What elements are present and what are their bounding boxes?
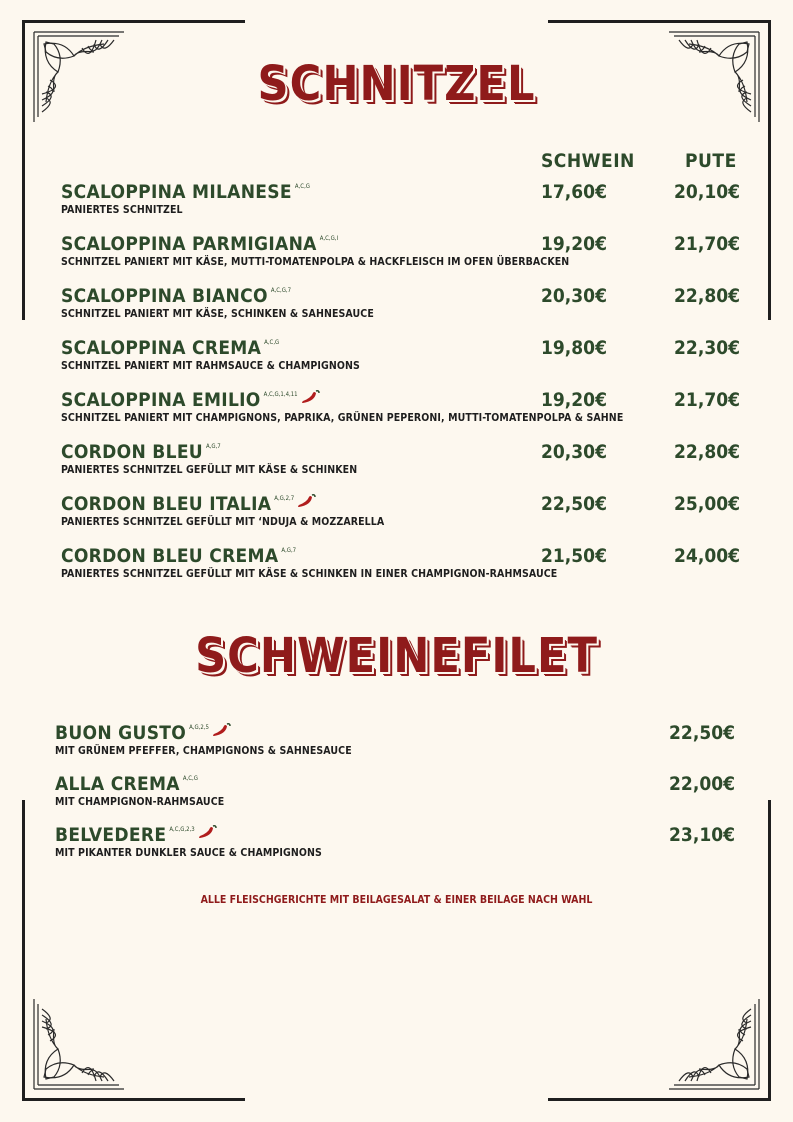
menu-item-description: PANIERTES SCHNITZEL (61, 204, 183, 216)
menu-item-description: MIT GRÜNEM PFEFFER, CHAMPIGNONS & SAHNESAUCE (55, 745, 352, 757)
price-schwein: 22,50€ (541, 493, 607, 515)
menu-item-description: SCHNITZEL PANIERT MIT RAHMSAUCE & CHAMPIGNONS (61, 360, 360, 372)
allergen-codes: A,G,7 (206, 443, 221, 450)
menu-item-name: SCALOPPINA BIANCO (61, 285, 268, 307)
chili-pepper-icon (197, 824, 217, 844)
column-header-schwein: SCHWEIN (541, 150, 635, 172)
price-pute: 25,00€ (674, 493, 740, 515)
allergen-codes: A,C,G (264, 339, 280, 346)
menu-item-name: SCALOPPINA MILANESE (61, 181, 292, 203)
menu-item (55, 722, 352, 757)
column-header-pute: PUTE (685, 150, 737, 172)
menu-item-description: SCHNITZEL PANIERT MIT CHAMPIGNONS, PAPRIKA, GRÜNEN PEPERONI, MUTTI-TOMATENPOLPA & SAHNE (61, 412, 624, 424)
menu-item-description: PANIERTES SCHNITZEL GEFÜLLT MIT KÄSE & SCHINKEN IN EINER CHAMPIGNON-RAHMSAUCE (61, 568, 558, 580)
allergen-codes: A,C,G,7 (270, 287, 292, 294)
allergen-codes: A,C,G,I (319, 235, 339, 242)
menu-item-name: CORDON BLEU (61, 441, 203, 463)
menu-item-name: ALLA CREMA (55, 773, 180, 795)
menu-item-name: SCALOPPINA PARMIGIANA (61, 233, 317, 255)
price-pute: 22,30€ (674, 337, 740, 359)
price-schwein: 17,60€ (541, 181, 607, 203)
chili-pepper-icon (296, 493, 316, 513)
price-schwein: 19,20€ (541, 233, 607, 255)
menu-item-description: SCHNITZEL PANIERT MIT KÄSE, SCHINKEN & SAHNESAUCE (61, 308, 374, 320)
menu-item-name: CORDON BLEU ITALIA (61, 493, 272, 515)
menu-item (61, 441, 357, 476)
menu-item (61, 389, 623, 424)
price-schwein: 20,30€ (541, 441, 607, 463)
price-schwein: 21,50€ (541, 545, 607, 567)
menu-item (61, 493, 384, 528)
menu-item-name: SCALOPPINA CREMA (61, 337, 262, 359)
allergen-codes: A,G,2,5 (189, 724, 209, 731)
menu-item (61, 181, 310, 216)
price-pute: 21,70€ (674, 233, 740, 255)
section-title-schweinefilet: SCHWEINEFILET (195, 628, 598, 684)
menu-item (55, 773, 224, 808)
allergen-codes: A,C,G,1,4,11 (263, 391, 298, 398)
section-title-schnitzel: SCHNITZEL (257, 56, 536, 112)
menu-item (61, 233, 569, 268)
price-schwein: 19,80€ (541, 337, 607, 359)
menu-item-name: SCALOPPINA EMILIO (61, 389, 261, 411)
menu-item (61, 285, 374, 320)
price: 23,10€ (669, 824, 735, 846)
menu-item (61, 337, 360, 372)
price-pute: 24,00€ (674, 545, 740, 567)
price-pute: 20,10€ (674, 181, 740, 203)
footnote-side-dish: ALLE FLEISCHGERICHTE MIT BEILAGESALAT & EINER BEILAGE NACH WAHL (200, 894, 593, 906)
menu-item-name: BUON GUSTO (55, 722, 187, 744)
price: 22,00€ (669, 773, 735, 795)
menu-item-description: SCHNITZEL PANIERT MIT KÄSE, MUTTI-TOMATENPOLPA & HACKFLEISCH IM OFEN ÜBERBACKEN (61, 256, 570, 268)
price-pute: 22,80€ (674, 285, 740, 307)
corner-ornament-bottom-right (659, 989, 769, 1099)
price-schwein: 19,20€ (541, 389, 607, 411)
menu-item-description: MIT CHAMPIGNON-RAHMSAUCE (55, 796, 225, 808)
chili-pepper-icon (300, 389, 320, 409)
price-schwein: 20,30€ (541, 285, 607, 307)
price: 22,50€ (669, 722, 735, 744)
menu-item (61, 545, 557, 580)
menu-item-description: PANIERTES SCHNITZEL GEFÜLLT MIT ‘NDUJA & MOZZARELLA (61, 516, 385, 528)
menu-item (55, 824, 322, 859)
menu-item-name: CORDON BLEU CREMA (61, 545, 279, 567)
allergen-codes: A,G,2,7 (274, 495, 295, 502)
menu-item-description: MIT PIKANTER DUNKLER SAUCE & CHAMPIGNONS (55, 847, 322, 859)
allergen-codes: A,C,G,2,3 (169, 826, 195, 833)
menu-item-name: BELVEDERE (55, 824, 167, 846)
menu-item-description: PANIERTES SCHNITZEL GEFÜLLT MIT KÄSE & SCHINKEN (61, 464, 358, 476)
allergen-codes: A,C,G (294, 183, 310, 190)
price-pute: 22,80€ (674, 441, 740, 463)
price-pute: 21,70€ (674, 389, 740, 411)
allergen-codes: A,C,G (182, 775, 198, 782)
chili-pepper-icon (211, 722, 231, 742)
corner-ornament-bottom-left (24, 989, 134, 1099)
allergen-codes: A,G,7 (281, 547, 297, 554)
